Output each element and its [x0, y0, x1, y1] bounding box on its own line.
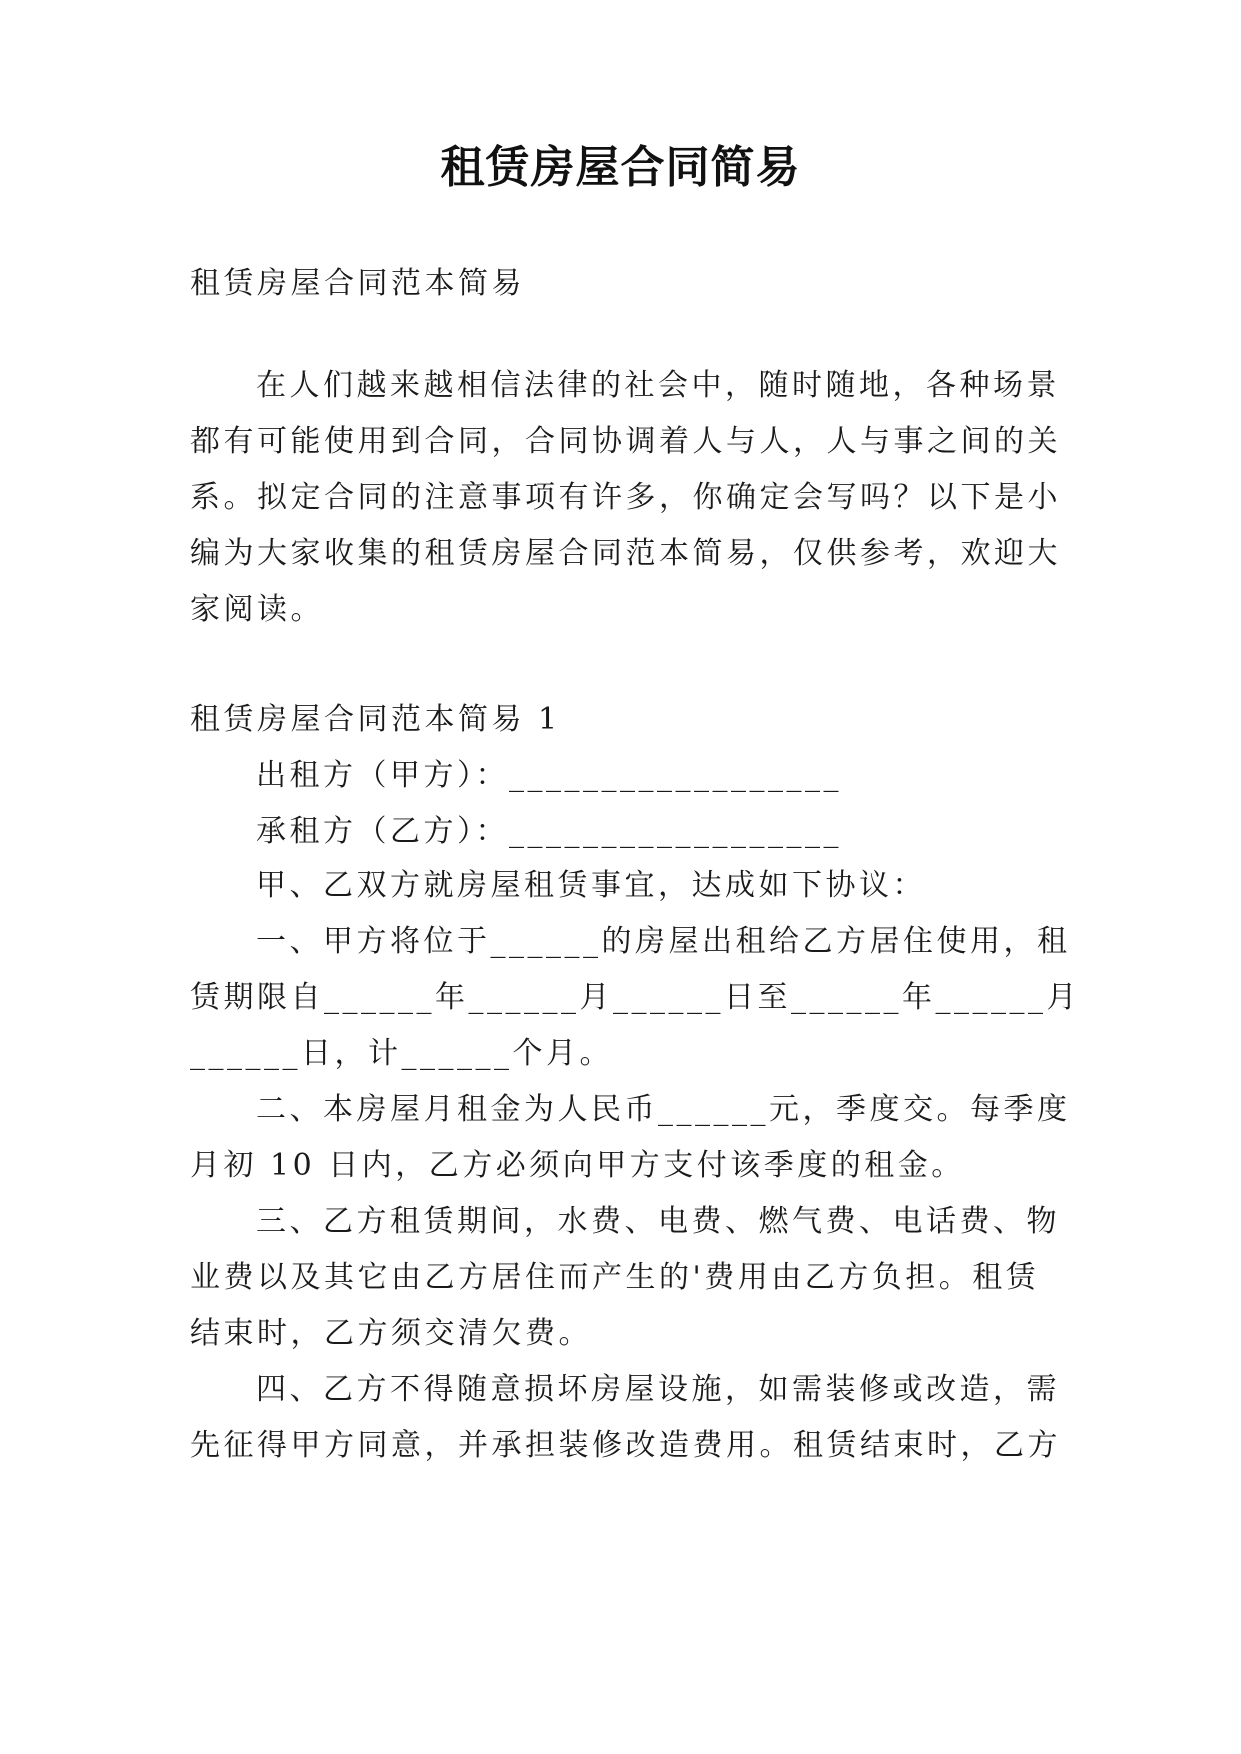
clause1-line-1: 一、甲方将位于______的房屋出租给乙方居住使用，租 [256, 924, 1071, 959]
clause4-line-2: 先征得甲方同意，并承担装修改造费用。租赁结束时，乙方 [190, 1428, 1061, 1463]
lessee-line: 承租方（乙方）：__________________ [256, 814, 842, 849]
intro-line-2: 都有可能使用到合同，合同协调着人与人，人与事之间的关 [190, 424, 1061, 459]
clause2-line-2: 月初 10 日内，乙方必须向甲方支付该季度的租金。 [190, 1148, 965, 1183]
clause2-line-1: 二、本房屋月租金为人民币______元，季度交。每季度 [256, 1092, 1071, 1127]
intro-line-3: 系。拟定合同的注意事项有许多，你确定会写吗？以下是小 [190, 480, 1061, 515]
clause4-line-1: 四、乙方不得随意损坏房屋设施，如需装修或改造，需 [256, 1372, 1060, 1407]
intro-line-1: 在人们越来越相信法律的社会中，随时随地，各种场景 [256, 368, 1060, 403]
lessor-line: 出租方（甲方）：__________________ [256, 758, 842, 793]
intro-line-4: 编为大家收集的租赁房屋合同范本简易，仅供参考，欢迎大 [190, 536, 1061, 571]
section-heading: 租赁房屋合同范本简易 1 [190, 702, 561, 737]
clause3-line-1: 三、乙方租赁期间，水费、电费、燃气费、电话费、物 [256, 1204, 1060, 1239]
clause1-line-2: 赁期限自______年______月______日至______年______月 [190, 980, 1080, 1015]
document-title: 租赁房屋合同简易 [440, 142, 801, 193]
clause1-line-3: ______日，计______个月。 [190, 1036, 613, 1071]
clause3-line-3: 结束时，乙方须交清欠费。 [190, 1316, 592, 1351]
intro-line-5: 家阅读。 [190, 592, 324, 627]
document-subtitle: 租赁房屋合同范本简易 [190, 266, 525, 301]
clause3-line-2: 业费以及其它由乙方居住而产生的'费用由乙方负担。租赁 [190, 1260, 1040, 1295]
agreement-line: 甲、乙双方就房屋租赁事宜，达成如下协议： [256, 868, 926, 903]
